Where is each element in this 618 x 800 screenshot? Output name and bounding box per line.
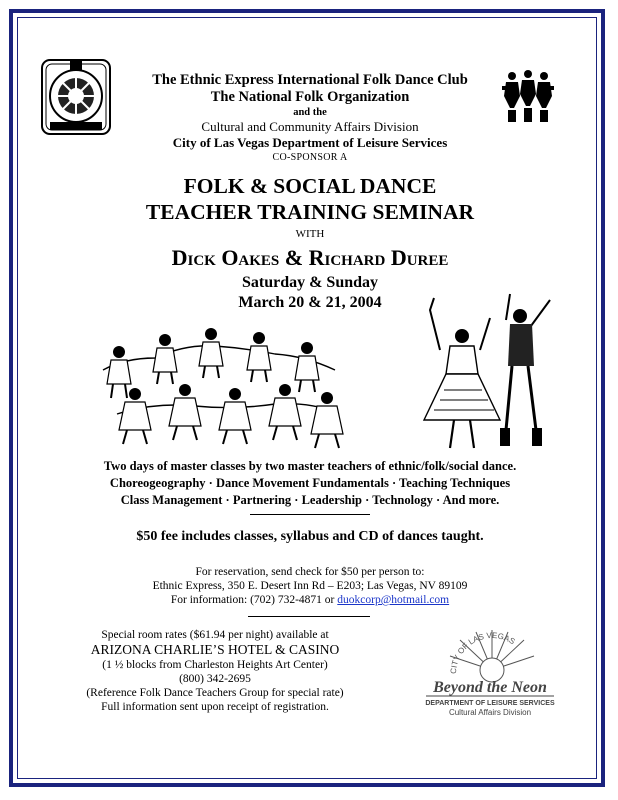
seminar-title bbox=[60, 173, 560, 225]
circle-dancers-illustration bbox=[95, 318, 350, 450]
divider-2 bbox=[248, 616, 370, 617]
neon-division-text: Cultural Affairs Division bbox=[448, 708, 532, 717]
reservation-address: Ethnic Express, 350 E. Desert Inn Rd – E203; Las Vegas, NV 89109 bbox=[152, 580, 468, 592]
email-link[interactable]: duokcorp@hotmail.com bbox=[337, 594, 450, 606]
ethnic-express-logo bbox=[40, 58, 112, 138]
couple-dancers-illustration bbox=[410, 290, 560, 455]
hotel-registration: Full information sent upon receipt of registration. bbox=[101, 701, 329, 713]
title-line-1: FOLK & SOCIAL DANCE bbox=[183, 174, 437, 198]
hotel-name: ARIZONA CHARLIE’S HOTEL & CASINO bbox=[90, 642, 340, 657]
info-phone: For information: (702) 732-4871 or bbox=[170, 594, 338, 606]
reservation-info bbox=[60, 565, 560, 607]
title-line-2: TEACHER TRAINING SEMINAR bbox=[145, 200, 475, 224]
seminar-description bbox=[40, 458, 580, 509]
description-topics-2: Class Management · Partnering · Leadership · Technology · And more. bbox=[120, 493, 500, 507]
hotel-rates: Special room rates ($61.94 per night) available at bbox=[101, 629, 329, 641]
sponsor-ethnic-express: The Ethnic Express International Folk Dance Club bbox=[152, 72, 468, 88]
divider-1 bbox=[250, 514, 370, 515]
hotel-info bbox=[70, 628, 360, 714]
with-label: WITH bbox=[295, 228, 325, 240]
beyond-the-neon-logo bbox=[420, 630, 560, 718]
neon-main-text: Beyond the Neon bbox=[433, 679, 547, 696]
teacher-names: Dick Oakes & Richard Duree bbox=[171, 245, 449, 270]
description-line-1: Two days of master classes by two master teachers of ethnic/folk/social dance. bbox=[103, 459, 517, 473]
sponsor-national-folk: The National Folk Organization bbox=[210, 89, 410, 105]
hotel-phone: (800) 342-2695 bbox=[179, 673, 251, 685]
sponsor-city-las-vegas: City of Las Vegas Department of Leisure Services bbox=[172, 135, 448, 150]
neon-arc-text: CITY OF LAS VEGAS bbox=[448, 630, 517, 675]
hotel-reference: (Reference Folk Dance Teachers Group for special rate) bbox=[86, 687, 344, 699]
reservation-contact bbox=[60, 593, 560, 607]
co-sponsor-label: CO-SPONSOR A bbox=[272, 152, 348, 163]
reservation-line-1: For reservation, send check for $50 per person to: bbox=[195, 566, 425, 578]
sponsor-and: and the bbox=[293, 107, 327, 118]
hotel-location: (1 ½ blocks from Charleston Heights Art Center) bbox=[102, 659, 328, 671]
neon-dept-text: DEPARTMENT OF LEISURE SERVICES bbox=[425, 700, 555, 707]
fee-statement: $50 fee includes classes, syllabus and CD of dances taught. bbox=[136, 529, 484, 544]
seminar-days: Saturday & Sunday bbox=[241, 274, 379, 291]
seminar-date-range: March 20 & 21, 2004 bbox=[238, 294, 382, 311]
sponsor-cultural-division: Cultural and Community Affairs Division bbox=[201, 119, 419, 134]
description-topics-1: Choreogeography · Dance Movement Fundamentals · Teaching Techniques bbox=[109, 476, 511, 490]
sponsors-block bbox=[110, 72, 510, 165]
